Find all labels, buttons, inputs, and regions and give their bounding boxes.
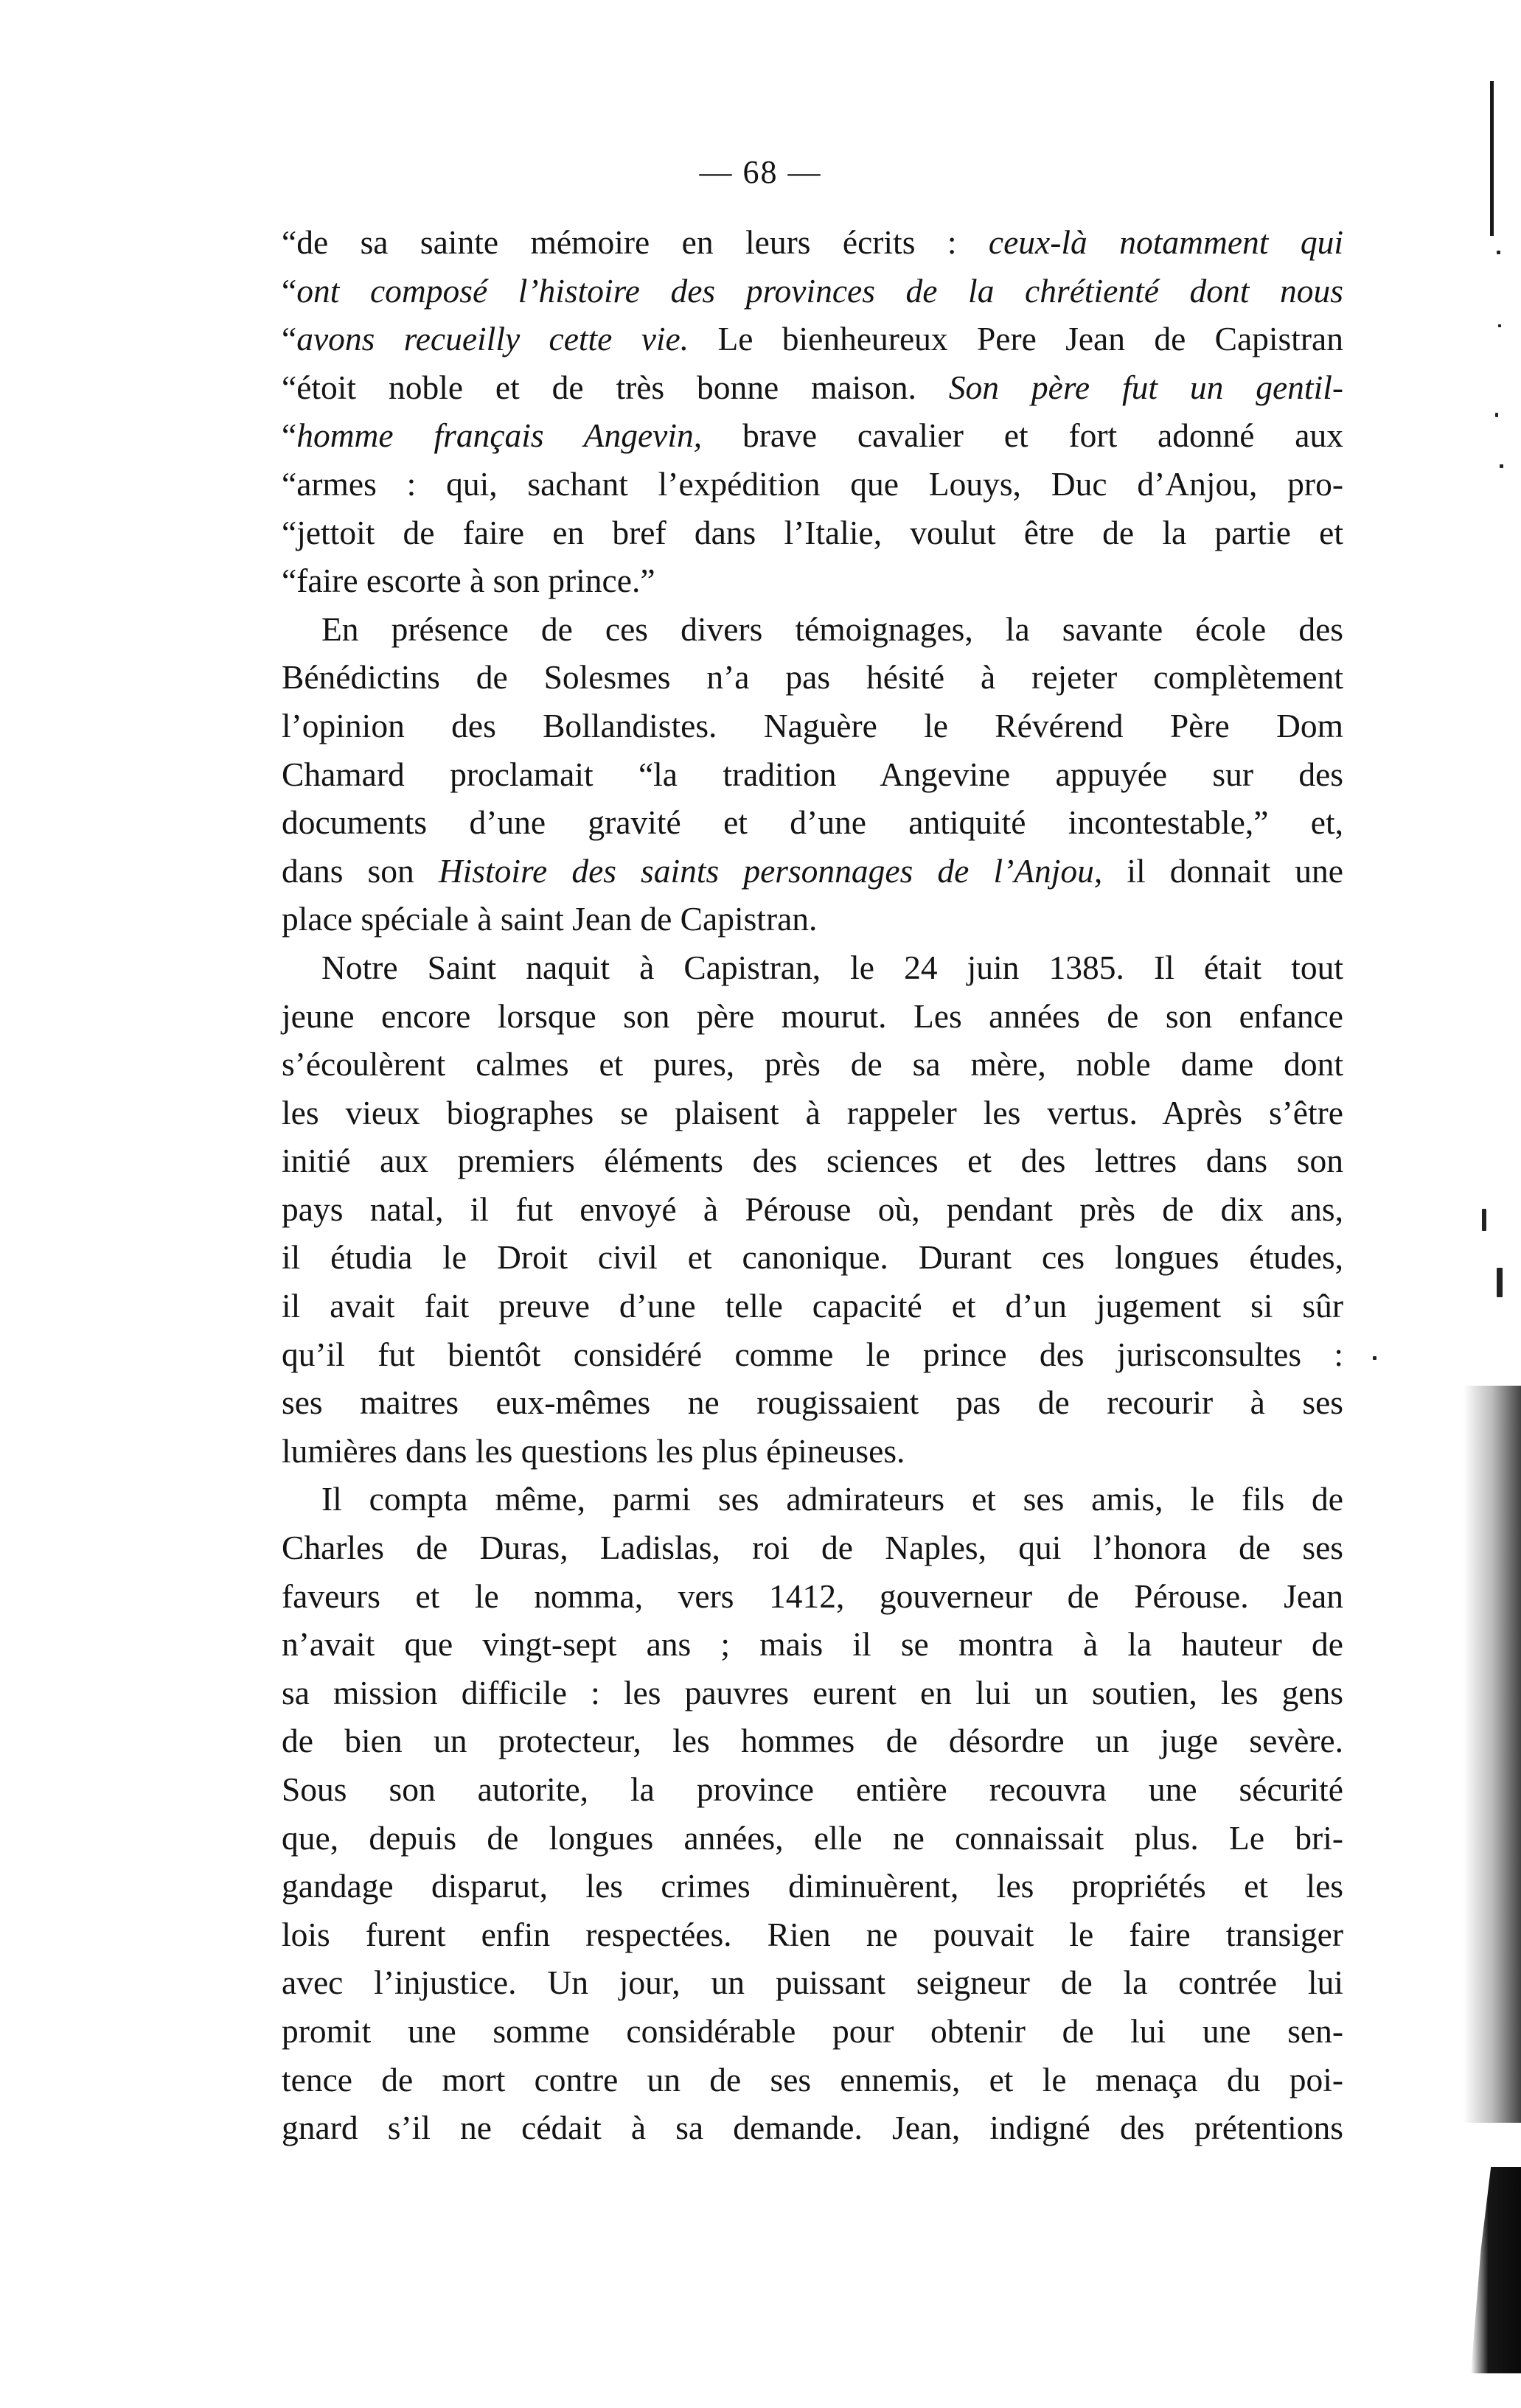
text-line [282,1910,1343,1959]
text-run: sa mission difficile : les pauvres eurent en lui un soutien, les gens [282,1673,1343,1711]
text-run: tence de mort contre un de ses ennemis, et le menaça du poi- [282,2060,1343,2098]
text-line [282,992,1343,1041]
text-line [282,1185,1343,1234]
text-run: faveurs et le nomma, vers 1412, gouverneur de Pérouse. Jean [282,1577,1343,1615]
text-run: Le bienheureux Pere Jean de Capistran [689,320,1343,358]
text-line [282,1233,1343,1282]
text-line [282,460,1343,509]
text-run: que, depuis de longues années, elle ne connaissait plus. Le bri- [282,1818,1343,1857]
text-run: Chamard proclamait “la tradition Angevine appuyée sur des [282,755,1343,793]
text-line [282,750,1343,799]
text-line [282,411,1343,460]
scan-edge-shadow [1463,1386,1521,2123]
text-line [282,2007,1343,2056]
text-line [282,1427,1343,1476]
text-run: “armes : qui, sachant l’expédition que Louys, Duc d’Anjou, pro- [282,464,1343,503]
text-run: s’écoulèrent calmes et pures, près de sa mère, noble dame dont [282,1045,1343,1083]
text-line [282,1040,1343,1089]
text-line [282,509,1343,557]
text-run: pays natal, il fut envoyé à Pérouse où, pendant près de dix ans, [282,1190,1343,1228]
text-run: gandage disparut, les crimes diminuèrent, les propriétés et les [282,1867,1343,1905]
scan-speck [1373,1356,1376,1360]
scan-speck [1482,1209,1486,1231]
text-line [282,363,1343,412]
italic-run: ceux-là notamment qui [988,223,1344,261]
text-line [282,218,1343,267]
text-line [282,1475,1343,1524]
text-run: Bénédictins de Solesmes n’a pas hésité à rejeter complètement [282,658,1343,697]
text-run: En présence de ces divers témoignages, la savante école des [321,610,1343,648]
text-run: “jettoit de faire en bref dans l’Italie, voulut être de la partie et [282,513,1343,551]
text-run: de bien un protecteur, les hommes de désordre un juge sevère. [282,1722,1343,1760]
text-run: place spéciale à saint Jean de Capistran. [282,900,818,938]
text-run: il étudia le Droit civil et canonique. Durant ces longues études, [282,1238,1343,1277]
text-line [282,1717,1343,1765]
text-run: avec l’injustice. Un jour, un puissant seigneur de la contrée lui [282,1964,1343,2002]
text-line [282,1862,1343,1910]
scan-speck [1497,251,1500,254]
scan-speck [1498,324,1501,327]
text-line [282,1524,1343,1572]
text-line [282,2056,1343,2104]
scan-speck [1497,1268,1503,1297]
text-run: gnard s’il ne cédait à sa demande. Jean, indigné des prétentions [282,2109,1343,2147]
text-line [282,1572,1343,1621]
italic-run: ont composé l’histoire des provinces de la chrétienté dont nous [296,271,1343,310]
text-line [282,943,1343,992]
text-run: les vieux biographes se plaisent à rappeler les vertus. Après s’être [282,1093,1343,1131]
text-run: “ [282,416,297,455]
text-line [282,1669,1343,1717]
text-run: dans son [282,851,439,890]
text-run: Charles de Duras, Ladislas, roi de Naples, qui l’honora de ses [282,1529,1343,1567]
scan-edge-line [1490,81,1494,236]
text-line [282,1282,1343,1330]
text-run: “ [282,271,297,310]
italic-run: Son père fut un gentil- [948,368,1343,406]
text-line [282,1330,1343,1379]
text-line [282,605,1343,654]
text-line [282,847,1343,896]
text-run: lumières dans les questions les plus épineuses. [282,1431,905,1470]
text-line [282,1137,1343,1185]
text-line [282,798,1343,847]
scan-edge-dark [1471,2167,1521,2373]
text-line [282,653,1343,702]
text-line [282,1620,1343,1669]
text-run: “de sa sainte mémoire en leurs écrits : [282,223,989,261]
text-line [282,1765,1343,1814]
text-line [282,1958,1343,2007]
text-line [282,1378,1343,1427]
scan-speck [1495,413,1498,417]
text-run: “étoit noble et de très bonne maison. [282,368,949,406]
text-line [282,315,1343,363]
text-run: initié aux premiers éléments des sciences et des lettres dans son [282,1142,1343,1180]
italic-run: Histoire des saints personnages de l’Anjou, [438,851,1103,890]
text-line [282,2104,1343,2152]
text-run: Sous son autorite, la province entière recouvra une sécurité [282,1770,1343,1808]
text-line [282,895,1343,943]
text-run: qu’il fut bientôt considéré comme le prince des jurisconsultes : [282,1335,1343,1373]
text-run: brave cavalier et fort adonné aux [702,416,1344,455]
text-run: ses maitres eux-mêmes ne rougissaient pas de recourir à ses [282,1383,1343,1422]
italic-run: avons recueilly cette vie. [296,320,689,358]
scan-speck [1500,464,1503,468]
text-line [282,267,1343,315]
italic-run: homme français Angevin, [296,416,703,455]
text-run: promit une somme considérable pour obtenir de lui une sen- [282,2011,1343,2050]
text-run: il donnait une [1102,851,1343,890]
text-run: documents d’une gravité et d’une antiquité incontestable,” et, [282,803,1343,842]
text-run: Notre Saint naquit à Capistran, le 24 juin 1385. Il était tout [321,948,1343,986]
text-run: n’avait que vingt-sept ans ; mais il se montra à la hauteur de [282,1625,1343,1664]
text-line [282,556,1343,605]
text-line [282,1814,1343,1863]
text-run: l’opinion des Bollandistes. Naguère le Révérend Père Dom [282,706,1343,744]
page-number: — 68 — [699,154,822,190]
body-text [282,218,1343,2152]
text-line [282,1089,1343,1137]
text-run: jeune encore lorsque son père mourut. Les années de son enfance [282,997,1343,1035]
text-run: Il compta même, parmi ses admirateurs et ses amis, le fils de [321,1480,1343,1518]
text-run: il avait fait preuve d’une telle capacité et d’un jugement si sûr [282,1287,1343,1325]
text-run: lois furent enfin respectées. Rien ne pouvait le faire transiger [282,1915,1343,1953]
text-run: “ [282,320,297,358]
text-line [282,702,1343,750]
text-run: “faire escorte à son prince.” [282,562,655,600]
